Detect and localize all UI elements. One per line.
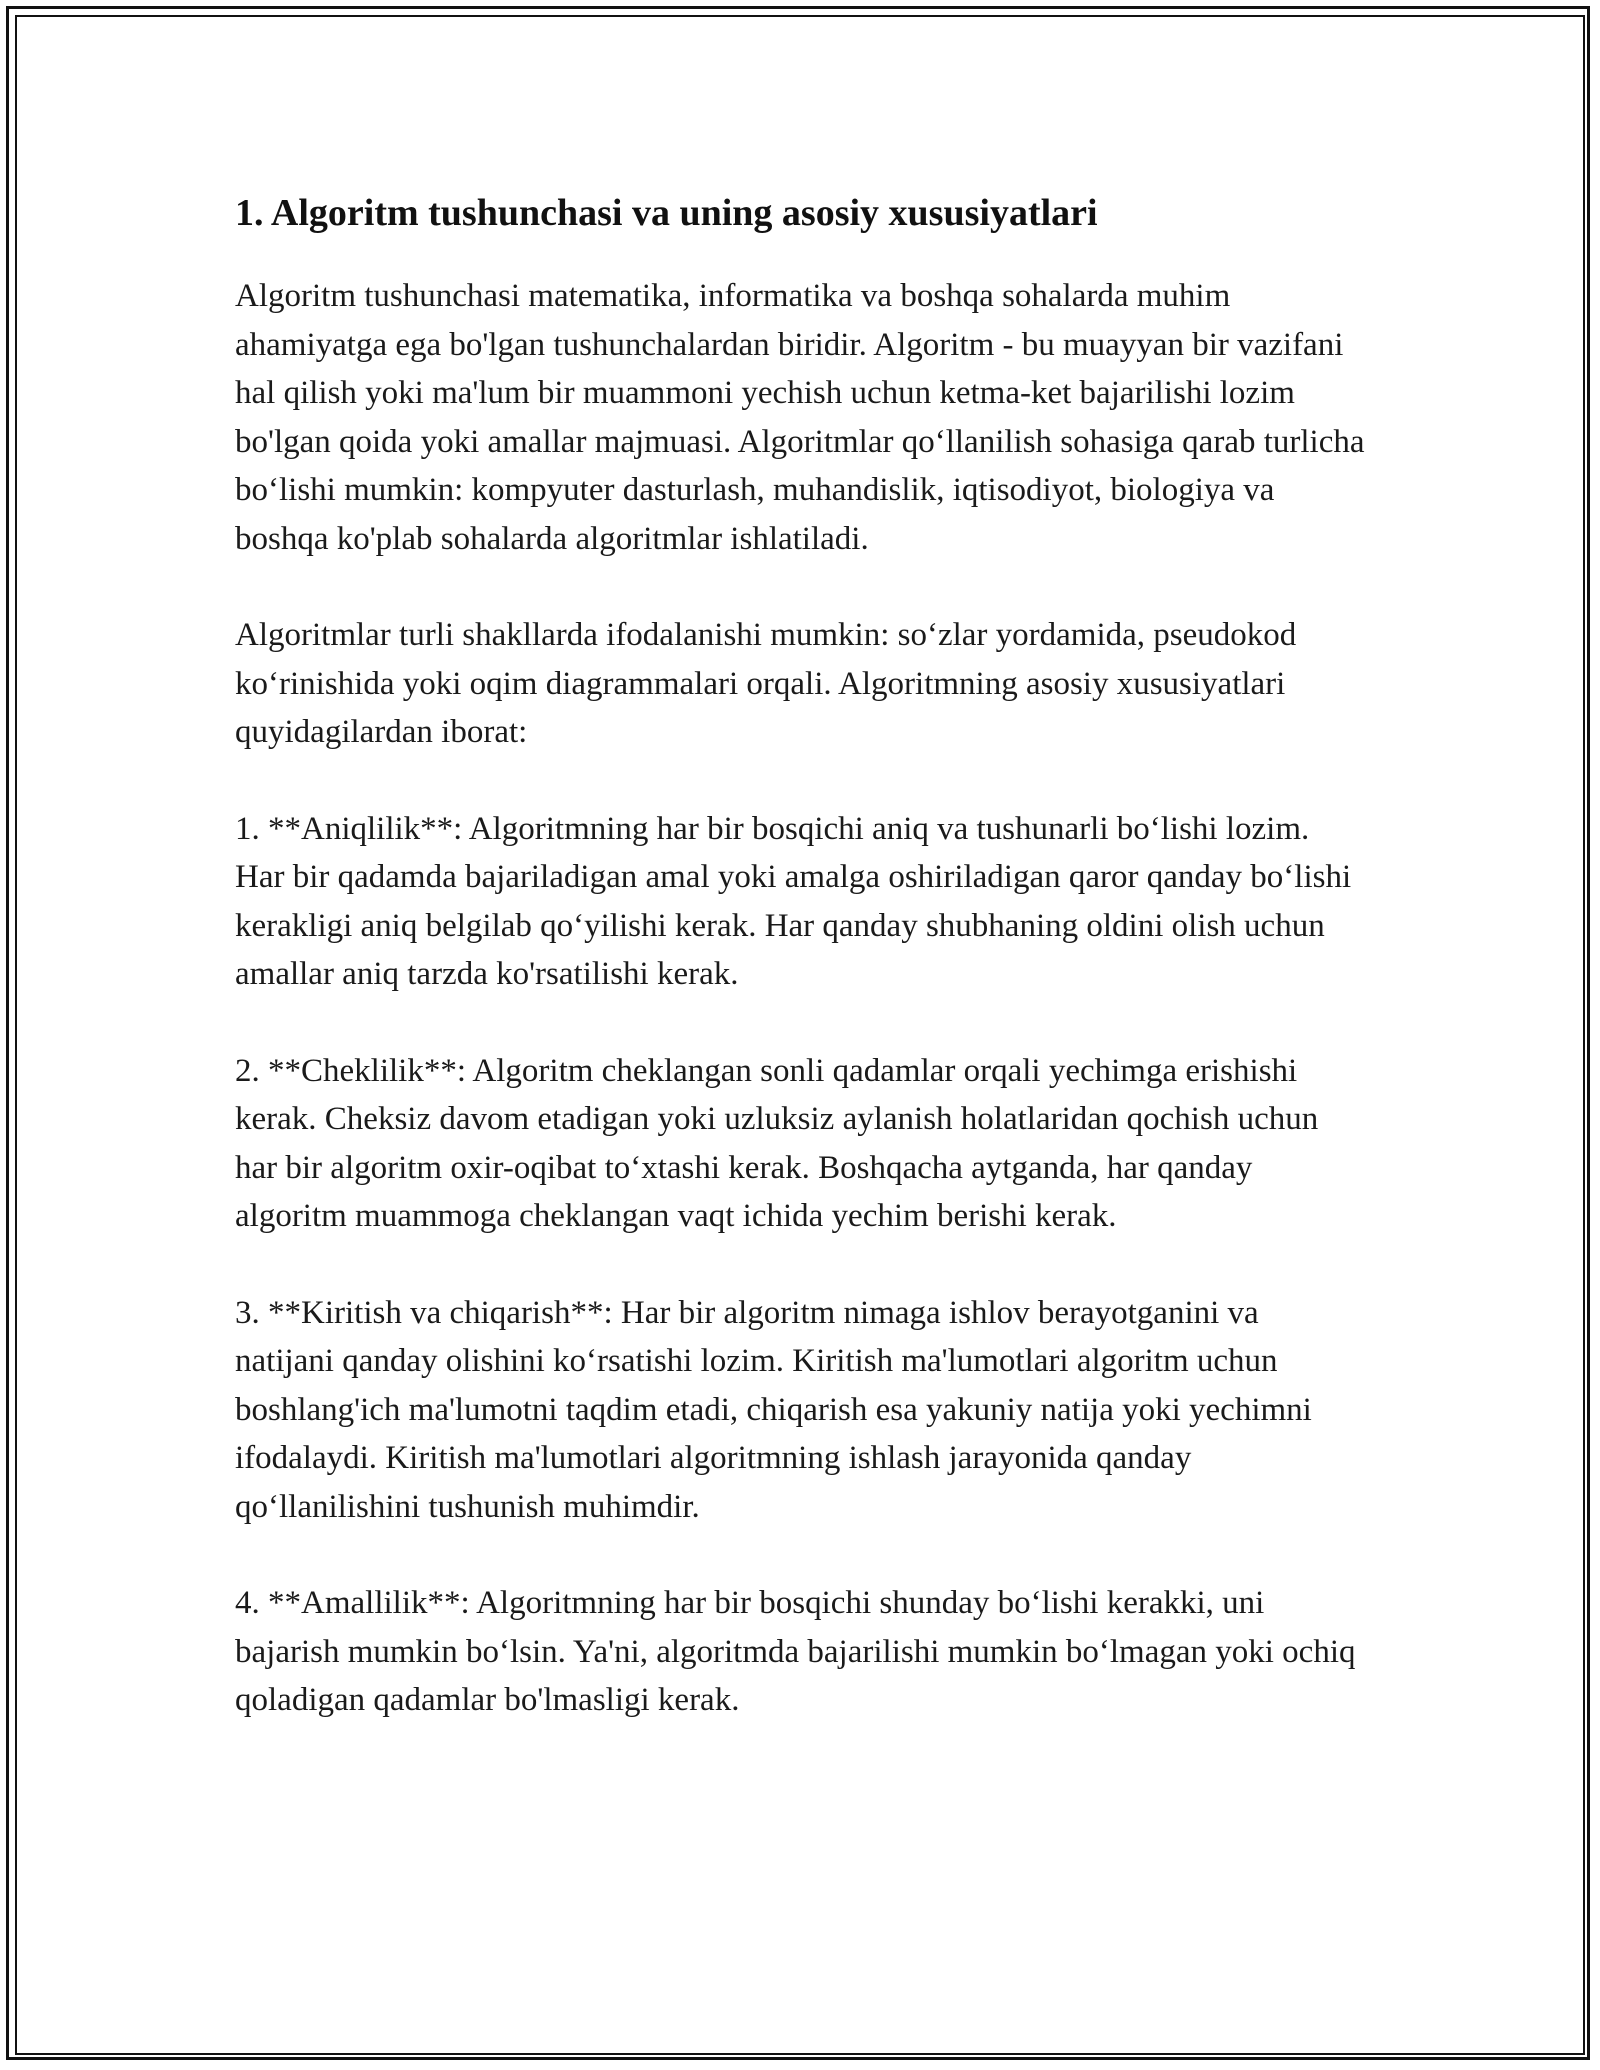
- paragraph-aniqlilik: 1. **Aniqlilik**: Algoritmning har bir bosqichi aniq va tushunarli bo‘lishi lozim. Har bir qadamda bajariladigan amal yoki amalga oshiriladigan qaror qanday bo‘lishi kerakligi aniq belgilab qo‘yilishi kerak. Har qanday shubhaning oldini olish uchun amallar aniq tarzda ko'rsatilishi kerak.: [235, 810, 1352, 992]
- paragraph-forms: Algoritmlar turli shakllarda ifodalanishi mumkin: so‘zlar yordamida, pseudokod ko‘rinishida yoki oqim diagrammalari orqali. Algoritmning asosiy xususiyatlari quyidagilardan iborat:: [235, 617, 1297, 750]
- section-heading: 1. Algoritm tushunchasi va uning asosiy xususiyatlari: [235, 192, 1098, 234]
- paragraph-intro: Algoritm tushunchasi matematika, informatika va boshqa sohalarda muhim ahamiyatga ega bo'lgan tushunchalardan biridir. Algoritm - bu muayyan bir vazifani hal qilish yoki ma'lum bir muammoni yechish uchun ketma-ket bajarilishi lozim bo'lgan qoida yoki amallar majmuasi. Algoritmlar qo‘llanilish sohasiga qarab turlicha bo‘lishi mumkin: kompyuter dasturlash, muhandislik, iqtisodiyot, biologiya va boshqa ko'plab sohalarda algoritmlar ishlatiladi.: [235, 278, 1365, 557]
- paragraph-amallilik: 4. **Amallilik**: Algoritmning har bir bosqichi shunday bo‘lishi kerakki, uni bajarish mumkin bo‘lsin. Ya'ni, algoritmda bajarilishi mumkin bo‘lmagan yoki ochiq qoladigan qadamlar bo'lmasligi kerak.: [235, 1585, 1356, 1718]
- document-body: [235, 186, 1365, 1725]
- paragraph-cheklilik: 2. **Cheklilik**: Algoritm cheklangan sonli qadamlar orqali yechimga erishishi kerak. Cheksiz davom etadigan yoki uzluksiz aylanish holatlaridan qochish uchun har bir algoritm oxir-oqibat to‘xtashi kerak. Boshqacha aytganda, har qanday algoritm muammoga cheklangan vaqt ichida yechim berishi kerak.: [235, 1052, 1319, 1234]
- paragraph-kiritish-chiqarish: 3. **Kiritish va chiqarish**: Har bir algoritm nimaga ishlov berayotganini va natijani qanday olishini ko‘rsatishi lozim. Kiritish ma'lumotlari algoritm uchun boshlang'ich ma'lumotni taqdim etadi, chiqarish esa yakuniy natija yoki yechimni ifodalaydi. Kiritish ma'lumotlari algoritmning ishlash jarayonida qanday qo‘llanilishini tushunish muhimdir.: [235, 1294, 1312, 1525]
